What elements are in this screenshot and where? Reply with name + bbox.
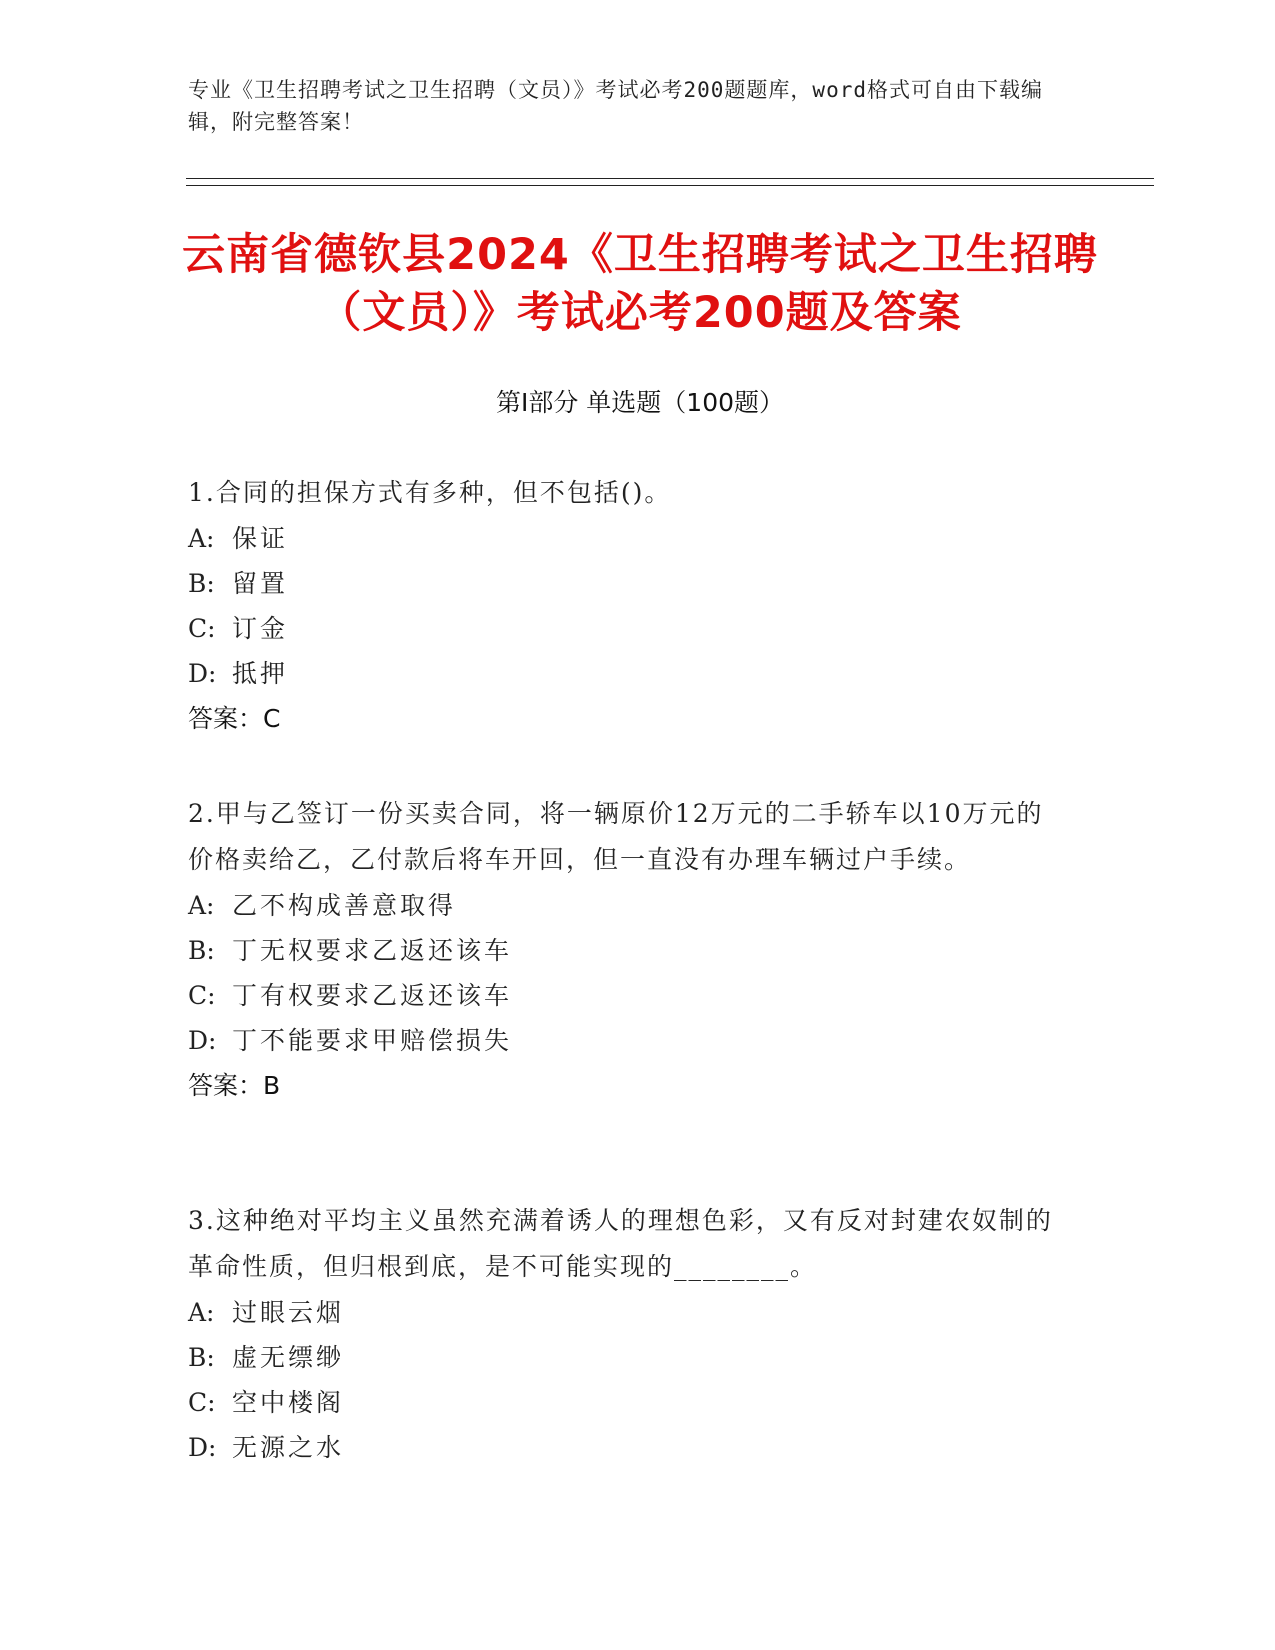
option-key: A:	[188, 524, 215, 553]
option-text: 留置	[232, 569, 289, 598]
question-3	[188, 1198, 1068, 1470]
option-b	[188, 928, 1068, 973]
option-text: 虚无缥缈	[232, 1343, 345, 1372]
option-text: 丁无权要求乙返还该车	[232, 936, 513, 965]
option-text: 丁不能要求甲赔偿损失	[232, 1026, 513, 1055]
option-c	[188, 606, 1068, 651]
option-b	[188, 561, 1068, 606]
question-stem: 2.甲与乙签订一份买卖合同，将一辆原价12万元的二手轿车以10万元的价格卖给乙，乙付款后将车开回，但一直没有办理车辆过户手续。	[188, 799, 1044, 874]
option-c	[188, 1380, 1068, 1425]
option-a	[188, 516, 1068, 561]
question-2	[188, 791, 1068, 1108]
header-divider-bottom	[186, 185, 1154, 186]
option-key: C:	[188, 1388, 216, 1417]
option-text: 空中楼阁	[232, 1388, 345, 1417]
option-key: C:	[188, 981, 216, 1010]
option-d	[188, 651, 1068, 696]
option-d	[188, 1425, 1068, 1470]
question-stem: 1.合同的担保方式有多种，但不包括()。	[188, 478, 672, 507]
option-c	[188, 973, 1068, 1018]
document-title: 云南省德钦县2024《卫生招聘考试之卫生招聘（文员）》考试必考200题及答案	[182, 230, 1098, 338]
option-key: B:	[188, 1343, 215, 1372]
option-d	[188, 1018, 1068, 1063]
option-key: B:	[188, 569, 215, 598]
option-text: 无源之水	[232, 1433, 345, 1462]
option-key: C:	[188, 614, 216, 643]
option-a	[188, 883, 1068, 928]
option-key: A:	[188, 891, 215, 920]
header-note: 专业《卫生招聘考试之卫生招聘（文员）》考试必考200题题库，word格式可自由下载编辑，附完整答案！	[188, 78, 1043, 134]
option-text: 订金	[232, 614, 289, 643]
option-text: 乙不构成善意取得	[232, 891, 457, 920]
option-text: 过眼云烟	[232, 1298, 345, 1327]
option-key: D:	[188, 659, 217, 688]
question-1	[188, 470, 1068, 741]
option-key: B:	[188, 936, 215, 965]
option-key: A:	[188, 1298, 215, 1327]
option-b	[188, 1335, 1068, 1380]
option-text: 保证	[232, 524, 289, 553]
header-divider-top	[186, 178, 1154, 179]
question-stem: 3.这种绝对平均主义虽然充满着诱人的理想色彩，又有反对封建农奴制的革命性质，但归根到底，是不可能实现的________。	[188, 1206, 1053, 1281]
question-answer: 答案：C	[188, 704, 281, 733]
option-key: D:	[188, 1433, 217, 1462]
section-title: 第Ⅰ部分 单选题（100题）	[495, 388, 785, 417]
option-text: 丁有权要求乙返还该车	[232, 981, 513, 1010]
question-answer: 答案：B	[188, 1071, 281, 1100]
option-key: D:	[188, 1026, 217, 1055]
option-text: 抵押	[232, 659, 289, 688]
option-a	[188, 1290, 1068, 1335]
